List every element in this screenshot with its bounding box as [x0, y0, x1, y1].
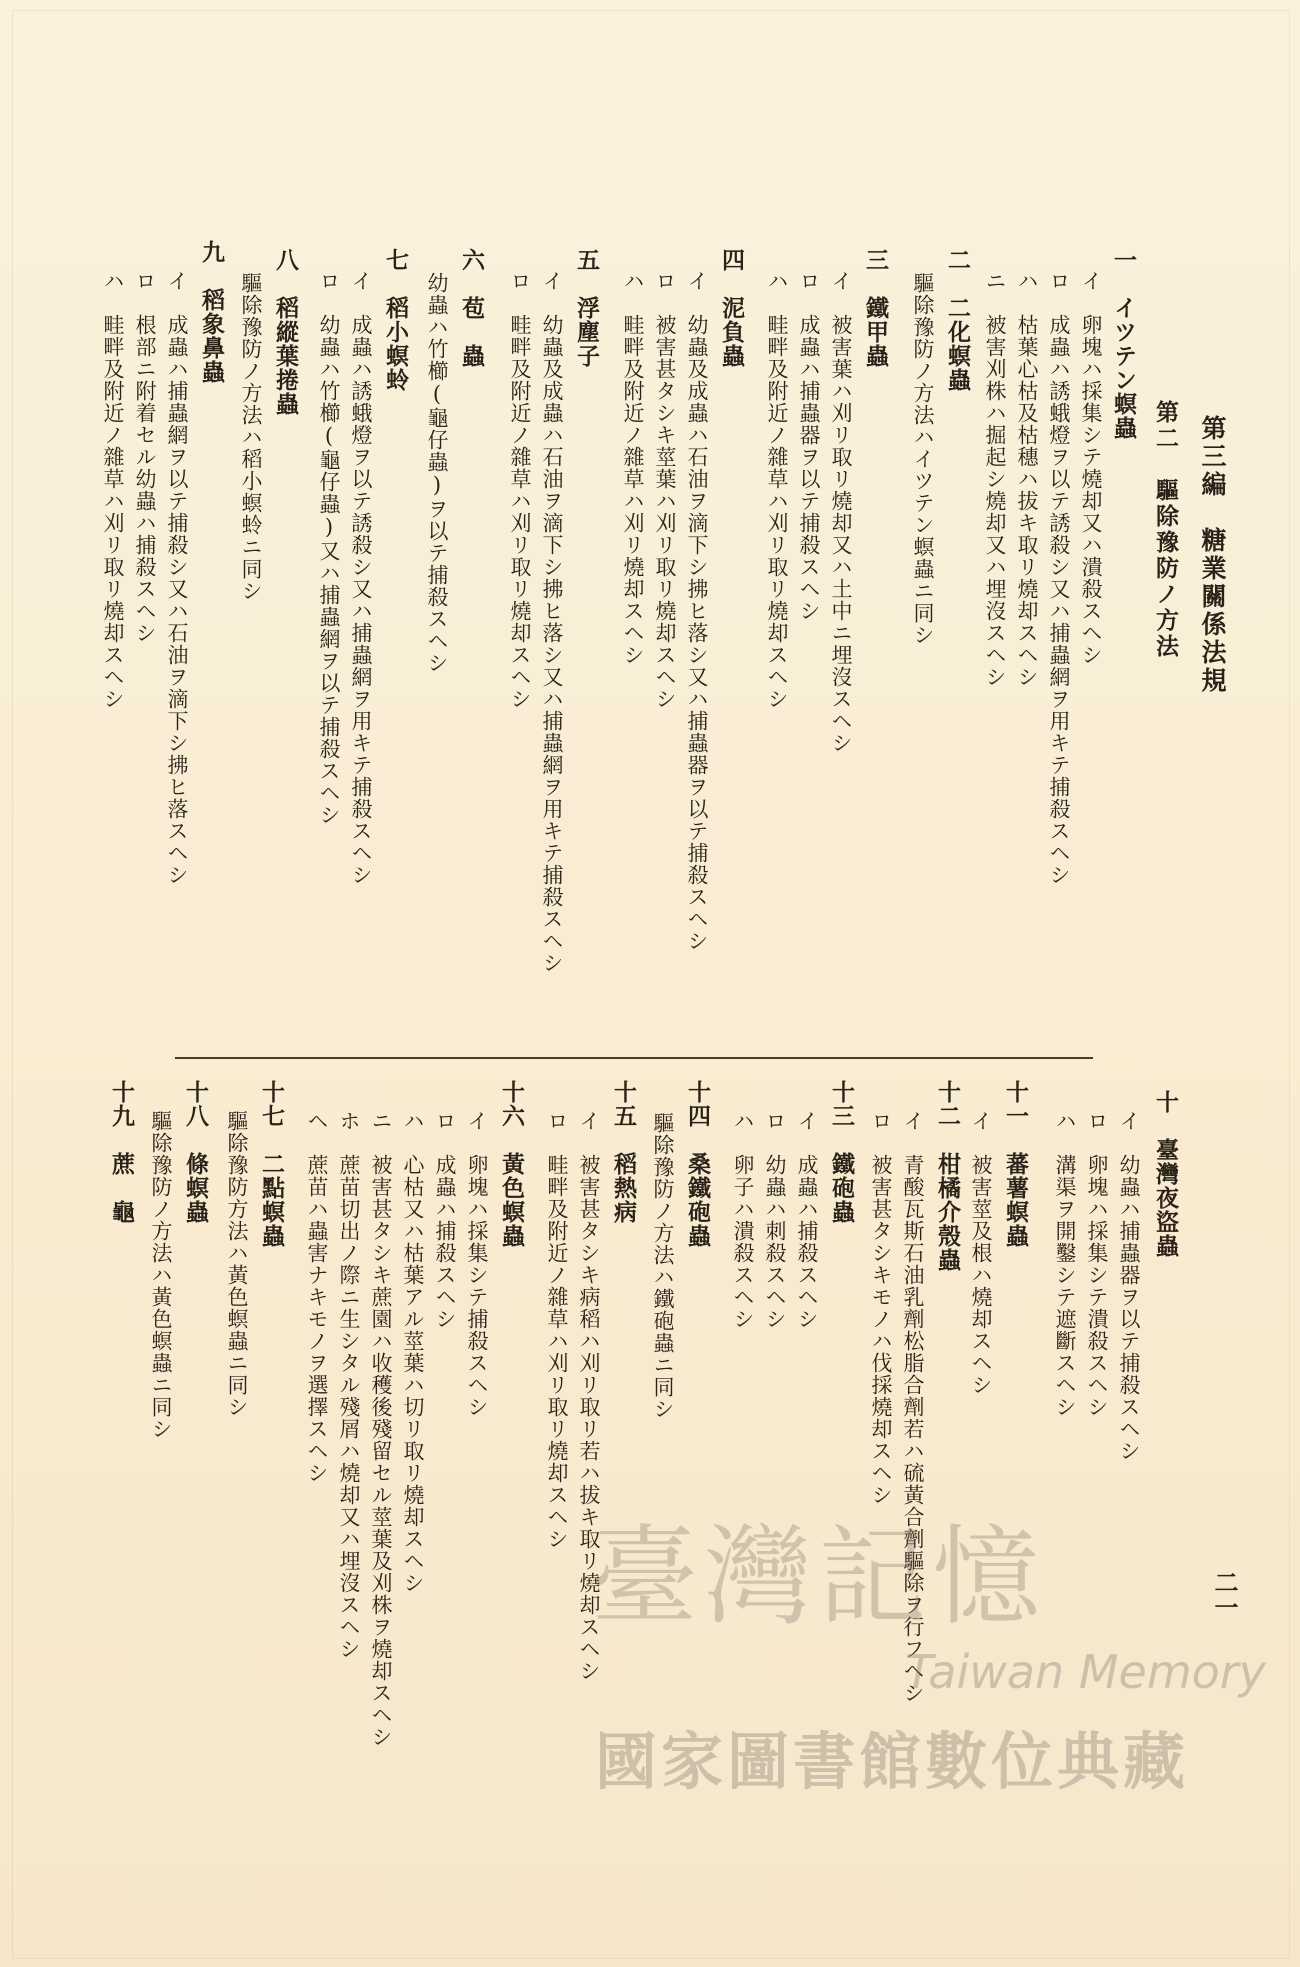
lower-column: ニ 被害甚タシキ蔗園ハ收穫後殘留セル莖葉及刈株ヲ燒却スヘシ — [369, 1110, 393, 1748]
upper-column: イ 被害葉ハ刈リ取リ燒却又ハ土中ニ埋沒スヘシ — [829, 270, 853, 754]
upper-column: ハ 畦畔及附近ノ雜草ハ刈リ取リ燒却スヘシ — [765, 270, 789, 710]
lower-column: 驅除豫防ノ方法ハ黃色螟蟲ニ同シ — [149, 1110, 173, 1440]
watermark-organization: 國家圖書館數位典藏 — [595, 1725, 1190, 1798]
watermark-title: 臺灣記憶 — [590, 1515, 1047, 1640]
upper-column: イ 幼蟲及成蟲ハ石油ヲ滴下シ拂ヒ落シ又ハ捕蟲網ヲ用キテ捕殺スヘシ — [540, 270, 564, 974]
upper-column: ハ 枯葉心枯及枯穗ハ拔キ取リ燒却スヘシ — [1015, 270, 1039, 688]
upper-column: ロ 成蟲ハ捕蟲器ヲ以テ捕殺スヘシ — [797, 270, 821, 622]
upper-column: 二 二化螟蟲 — [944, 248, 971, 392]
upper-column: 驅除豫防ノ方法ハ稻小螟蛉ニ同シ — [239, 272, 263, 602]
lower-column: ロ 幼蟲ハ刺殺スヘシ — [763, 1110, 787, 1330]
upper-column: 四 泥負蟲 — [718, 248, 745, 368]
lower-column: イ 成蟲ハ捕殺スヘシ — [795, 1110, 819, 1330]
lower-column: ヘ 蔗苗ハ蟲害ナキモノヲ選擇スヘシ — [305, 1110, 329, 1484]
lower-column: ロ 被害甚タシキモノハ伐採燒却スヘシ — [869, 1110, 893, 1506]
lower-column: ロ 卵塊ハ採集シテ潰殺スヘシ — [1085, 1110, 1109, 1418]
watermark-subtitle: Taiwan Memory — [905, 1645, 1266, 1699]
lower-column: ホ 蔗苗切出ノ際ニ生シタル殘屑ハ燒却又ハ埋沒スヘシ — [337, 1110, 361, 1660]
lower-column: ロ 成蟲ハ捕殺スヘシ — [433, 1110, 457, 1330]
section-divider — [175, 1057, 1093, 1059]
lower-column: ハ 心枯又ハ枯葉アル莖葉ハ切リ取リ燒却スヘシ — [401, 1110, 425, 1594]
lower-column: イ 幼蟲ハ捕蟲器ヲ以テ捕殺スヘシ — [1117, 1110, 1141, 1462]
lower-column: イ 被害甚タシキ病稻ハ刈リ取リ若ハ拔キ取リ燒却スヘシ — [577, 1110, 601, 1682]
upper-column: 五 浮塵子 — [573, 248, 600, 368]
upper-column: イ 成蟲ハ誘蛾燈ヲ以テ誘殺シ又ハ捕蟲網ヲ用キテ捕殺スヘシ — [349, 270, 373, 886]
lower-column: 十九 蔗 龜 — [108, 1080, 135, 1224]
upper-column: 一 イツテン螟蟲 — [1110, 248, 1137, 440]
upper-column: ニ 被害刈株ハ掘起シ燒却又ハ埋沒スヘシ — [983, 270, 1007, 688]
upper-column: イ 卵塊ハ採集シテ燒却又ハ潰殺スヘシ — [1079, 270, 1103, 666]
upper-column: 驅除豫防ノ方法ハイツテン螟蟲ニ同シ — [911, 272, 935, 646]
lower-column: 驅除豫防ノ方法ハ鐵砲蟲ニ同シ — [651, 1112, 675, 1420]
part-title: 第三編 糖業關係法規 — [1198, 415, 1227, 695]
upper-column: ロ 被害甚タシキ莖葉ハ刈リ取リ燒却スヘシ — [653, 270, 677, 710]
upper-column: ハ 畦畔及附近ノ雜草ハ刈リ燒却スヘシ — [621, 270, 645, 666]
lower-column: 十六 黃色螟蟲 — [498, 1080, 525, 1248]
lower-column: ロ 畦畔及附近ノ雜草ハ刈リ取リ燒却スヘシ — [545, 1110, 569, 1550]
upper-column: イ 幼蟲及成蟲ハ石油ヲ滴下シ拂ヒ落シ又ハ捕蟲器ヲ以テ捕殺スヘシ — [685, 270, 709, 952]
lower-column: イ 被害莖及根ハ燒却スヘシ — [969, 1110, 993, 1396]
lower-column: ハ 溝渠ヲ開鑿シテ遮斷スヘシ — [1053, 1110, 1077, 1418]
lower-column: 十七 二點螟蟲 — [258, 1080, 285, 1248]
upper-column: 三 鐵甲蟲 — [862, 248, 889, 368]
upper-column: ロ 根部ニ附着セル幼蟲ハ捕殺スヘシ — [133, 270, 157, 644]
upper-column: 八 稻縱葉捲蟲 — [272, 248, 299, 416]
lower-column: ハ 卵子ハ潰殺スヘシ — [731, 1110, 755, 1330]
lower-column: 十三 鐵砲蟲 — [828, 1080, 855, 1224]
upper-column: ロ 畦畔及附近ノ雜草ハ刈リ取リ燒却スヘシ — [508, 270, 532, 710]
upper-column: ロ 成蟲ハ誘蛾燈ヲ以テ誘殺シ又ハ捕蟲網ヲ用キテ捕殺スヘシ — [1047, 270, 1071, 886]
upper-column: 七 稻小螟蛉 — [382, 248, 409, 392]
upper-column: 九 稻象鼻蟲 — [198, 240, 225, 384]
lower-column: 驅除豫防方法ハ黃色螟蟲ニ同シ — [225, 1110, 249, 1418]
page-number: 二一 — [1210, 1570, 1239, 1620]
upper-column: イ 成蟲ハ捕蟲網ヲ以テ捕殺シ又ハ石油ヲ滴下シ拂ヒ落スヘシ — [165, 270, 189, 886]
lower-column: 十五 稻熱病 — [610, 1080, 637, 1224]
lower-column: 十二 柑橘介殼蟲 — [934, 1080, 961, 1272]
upper-column: 幼蟲ハ竹櫛(龜仔蟲)ヲ以テ捕殺スヘシ — [425, 272, 449, 674]
upper-column: ロ 幼蟲ハ竹櫛(龜仔蟲)又ハ捕蟲網ヲ以テ捕殺スヘシ — [317, 270, 341, 826]
section-title: 第二 驅除豫防ノ方法 — [1152, 400, 1179, 660]
lower-column: 十一 蕃薯螟蟲 — [1002, 1080, 1029, 1248]
lower-column: 十 臺灣夜盜蟲 — [1152, 1090, 1179, 1258]
lower-column: イ 卵塊ハ採集シテ捕殺スヘシ — [465, 1110, 489, 1418]
lower-column: 十八 條螟蟲 — [182, 1080, 209, 1224]
upper-column: ハ 畦畔及附近ノ雜草ハ刈リ取リ燒却スヘシ — [101, 270, 125, 710]
lower-column: イ 青酸瓦斯石油乳劑松脂合劑若ハ硫黃合劑驅除ヲ行フヘシ — [901, 1110, 925, 1704]
upper-column: 六 苞 蟲 — [458, 248, 485, 368]
lower-column: 十四 桑鐵砲蟲 — [684, 1080, 711, 1248]
